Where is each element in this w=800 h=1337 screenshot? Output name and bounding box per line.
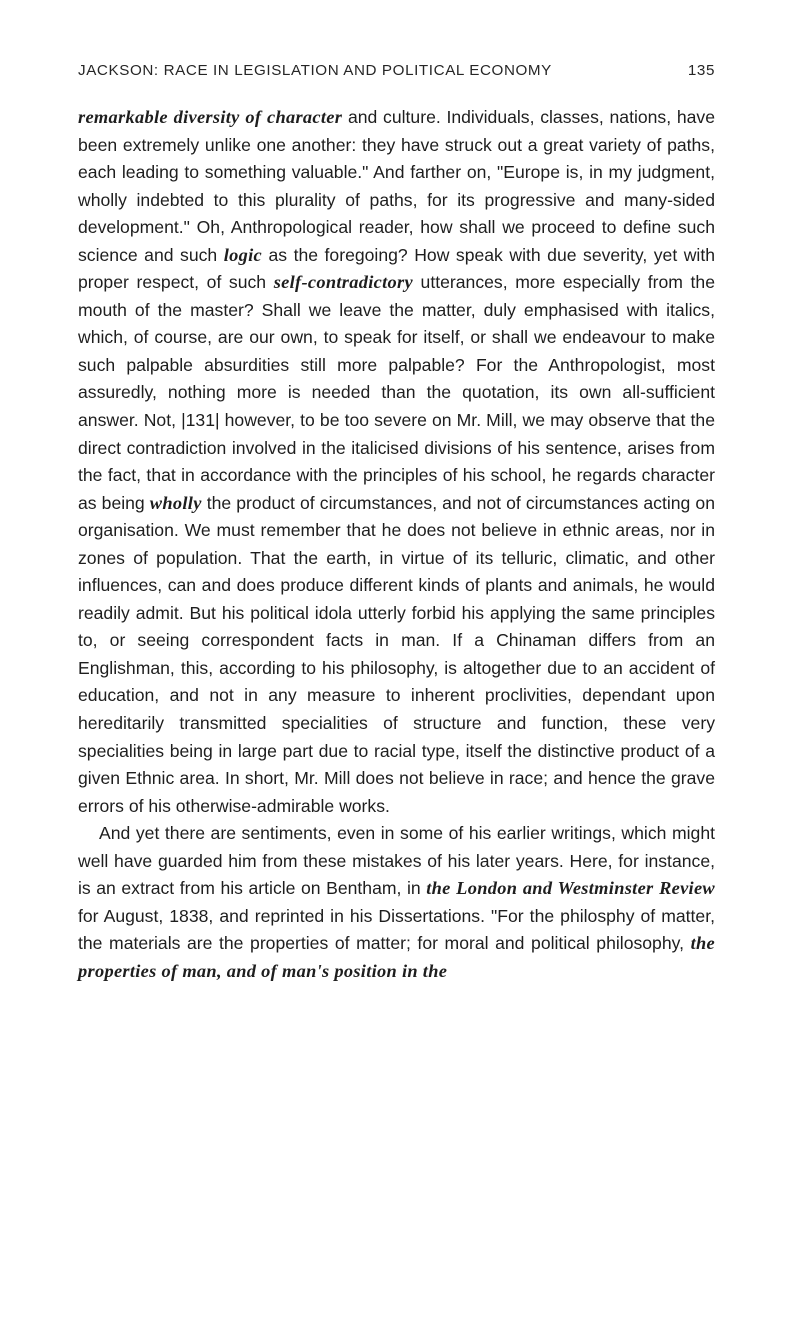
italic-emphasis: remarkable diversity of character (78, 107, 343, 127)
italic-emphasis: self-contradictory (273, 272, 413, 293)
italic-emphasis: the properties of man, and of man's position in the (78, 933, 715, 981)
text-run: And yet there are sentiments, even in some of his earlier writings, which might well have guarded him from these mistakes of his later years. Here, for instance, is an extract from his article on Bentham, in (78, 823, 715, 899)
body-text (78, 104, 715, 986)
italic-emphasis: wholly (149, 492, 202, 513)
text-run: the product of circumstances, and not of circumstances acting on organisation. We must remember that he does not believe in ethnic areas, nor in zones of population. That the earth, in virtue of its telluric, climatic, and other influences, can and does produce different kinds of plants and animals, he would readily admit. But his political idola utterly forbid his applying the same principles to, or seeing correspondent facts in man. If a Chinaman differs from an Englishman, this, according to his philosophy, is altogether due to an accident of education, and not in any measure to inherent proclivities, dependant upon hereditarily transmitted specialities of structure and function, these very specialities being in large part due to racial type, itself the distinctive product of a given Ethnic area. In short, Mr. Mill does not believe in race; and hence the grave errors of his otherwise-admirable works. (78, 492, 715, 816)
text-run: for August, 1838, and reprinted in his Dissertations. "For the philosphy of matter, the materials are the properties of matter; for moral and political philosophy, (78, 905, 715, 954)
running-title: JACKSON: RACE IN LEGISLATION AND POLITICAL ECONOMY (78, 62, 552, 79)
page-number: 135 (687, 62, 715, 79)
italic-emphasis: logic (223, 244, 262, 265)
running-header (78, 62, 715, 79)
text-run: as the foregoing? How speak with due severity, yet with proper respect, of such (78, 244, 715, 293)
paragraph (78, 104, 715, 820)
italic-emphasis: the London and Westminster Review (426, 878, 715, 899)
text-run: and culture. Individuals, classes, nations, have been extremely unlike one another: they have struck out a great variety of paths, each leading to something valuable." And farther on, "Europe is, in my judgment, wholly indebted to this plurality of paths, for its progressive and many-sided development." Oh, Anthropological reader, how shall we proceed to define such science and such (78, 107, 716, 265)
paragraph (78, 820, 715, 985)
text-run: utterances, more especially from the mouth of the master? Shall we leave the matter, duly emphasised with italics, which, of course, are our own, to speak for itself, or shall we endeavour to make such palpable absurdities still more palpable? For the Anthropologist, most assuredly, nothing more is needed than the quotation, its own all-sufficient answer. Not, |131| however, to be too severe on Mr. Mill, we may observe that the direct contradiction involved in the italicised divisions of his sentence, arises from the fact, that in accordance with the principles of his school, he regards character as being (78, 272, 715, 513)
